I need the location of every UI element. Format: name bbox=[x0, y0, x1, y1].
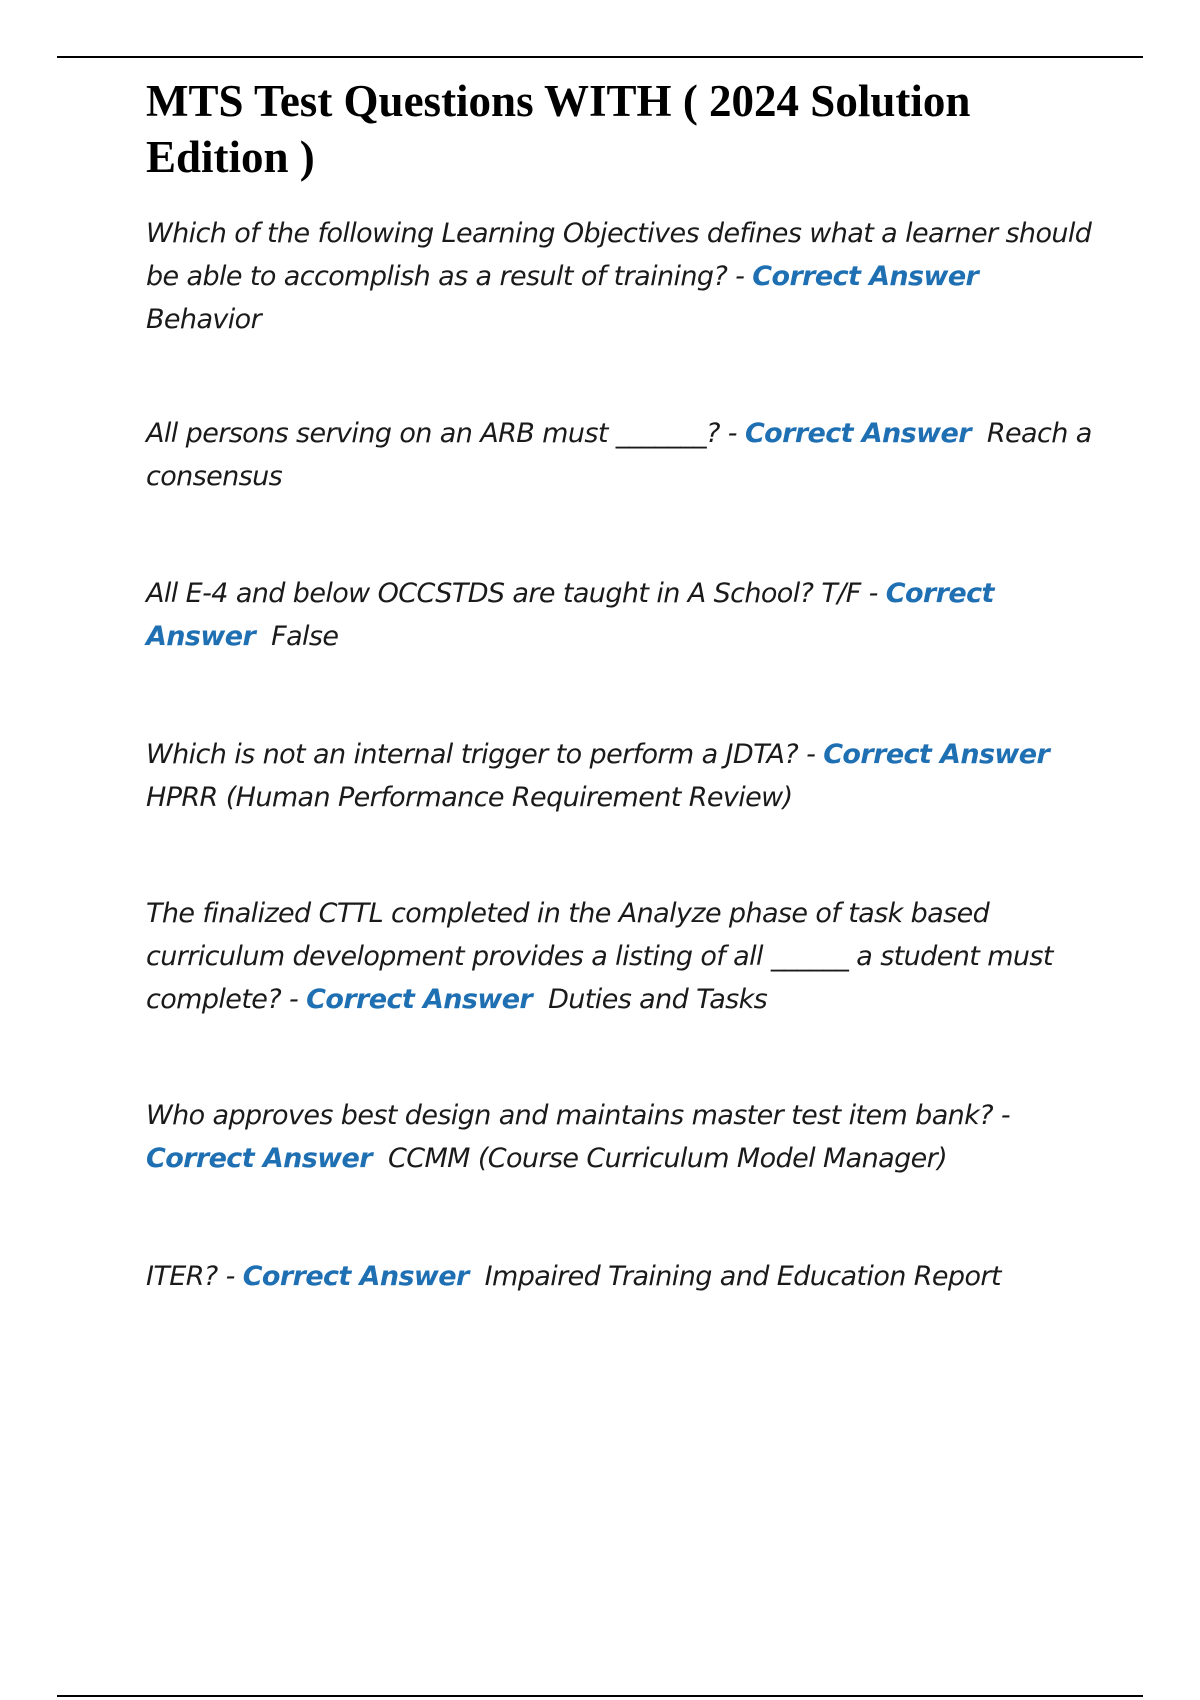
question-text: Who approves best design and maintains master test item bank? - bbox=[146, 1100, 1011, 1131]
answer-text: Impaired Training and Education Report bbox=[484, 1261, 1001, 1292]
correct-answer-label: Correct Answer bbox=[744, 418, 971, 449]
question-text: The finalized CTTL completed in the Analyze phase of task based curriculum development provides a listing of all ______ a student must complete? - bbox=[146, 898, 1053, 1015]
qa-item-4 bbox=[146, 733, 1096, 819]
answer-text: Reach a consensus bbox=[146, 418, 1092, 492]
top-rule bbox=[57, 56, 1143, 58]
correct-answer-label: Correct Answer bbox=[823, 739, 1050, 770]
question-text: All E-4 and below OCCSTDS are taught in A School? T/F - bbox=[146, 578, 886, 609]
qa-item-3 bbox=[146, 572, 1096, 658]
bottom-rule bbox=[57, 1695, 1143, 1697]
question-text: ITER? - bbox=[146, 1261, 243, 1292]
answer-text: HPRR (Human Performance Requirement Review) bbox=[146, 782, 793, 813]
answer-text: Duties and Tasks bbox=[548, 984, 768, 1015]
correct-answer-label: Correct Answer bbox=[146, 578, 994, 652]
answer-text: Behavior bbox=[146, 304, 262, 335]
answer-text: False bbox=[271, 621, 339, 652]
qa-item-2 bbox=[146, 412, 1096, 498]
qa-item-5 bbox=[146, 892, 1096, 1021]
question-text: Which is not an internal trigger to perform a JDTA? - bbox=[146, 739, 824, 770]
qa-item-1 bbox=[146, 212, 1096, 341]
document-title: MTS Test Questions WITH ( 2024 Solution Edition ) bbox=[146, 76, 971, 182]
question-text: All persons serving on an ARB must _______? - bbox=[146, 418, 745, 449]
answer-text: CCMM (Course Curriculum Model Manager) bbox=[387, 1143, 948, 1174]
qa-item-6 bbox=[146, 1094, 1096, 1180]
correct-answer-label: Correct Answer bbox=[146, 1143, 372, 1174]
correct-answer-label: Correct Answer bbox=[752, 261, 979, 292]
qa-item-7 bbox=[146, 1255, 1096, 1298]
correct-answer-label: Correct Answer bbox=[242, 1261, 469, 1292]
correct-answer-label: Correct Answer bbox=[306, 984, 533, 1015]
question-text: Which of the following Learning Objectives defines what a learner should be able to accomplish as a result of training? - bbox=[146, 218, 1092, 292]
